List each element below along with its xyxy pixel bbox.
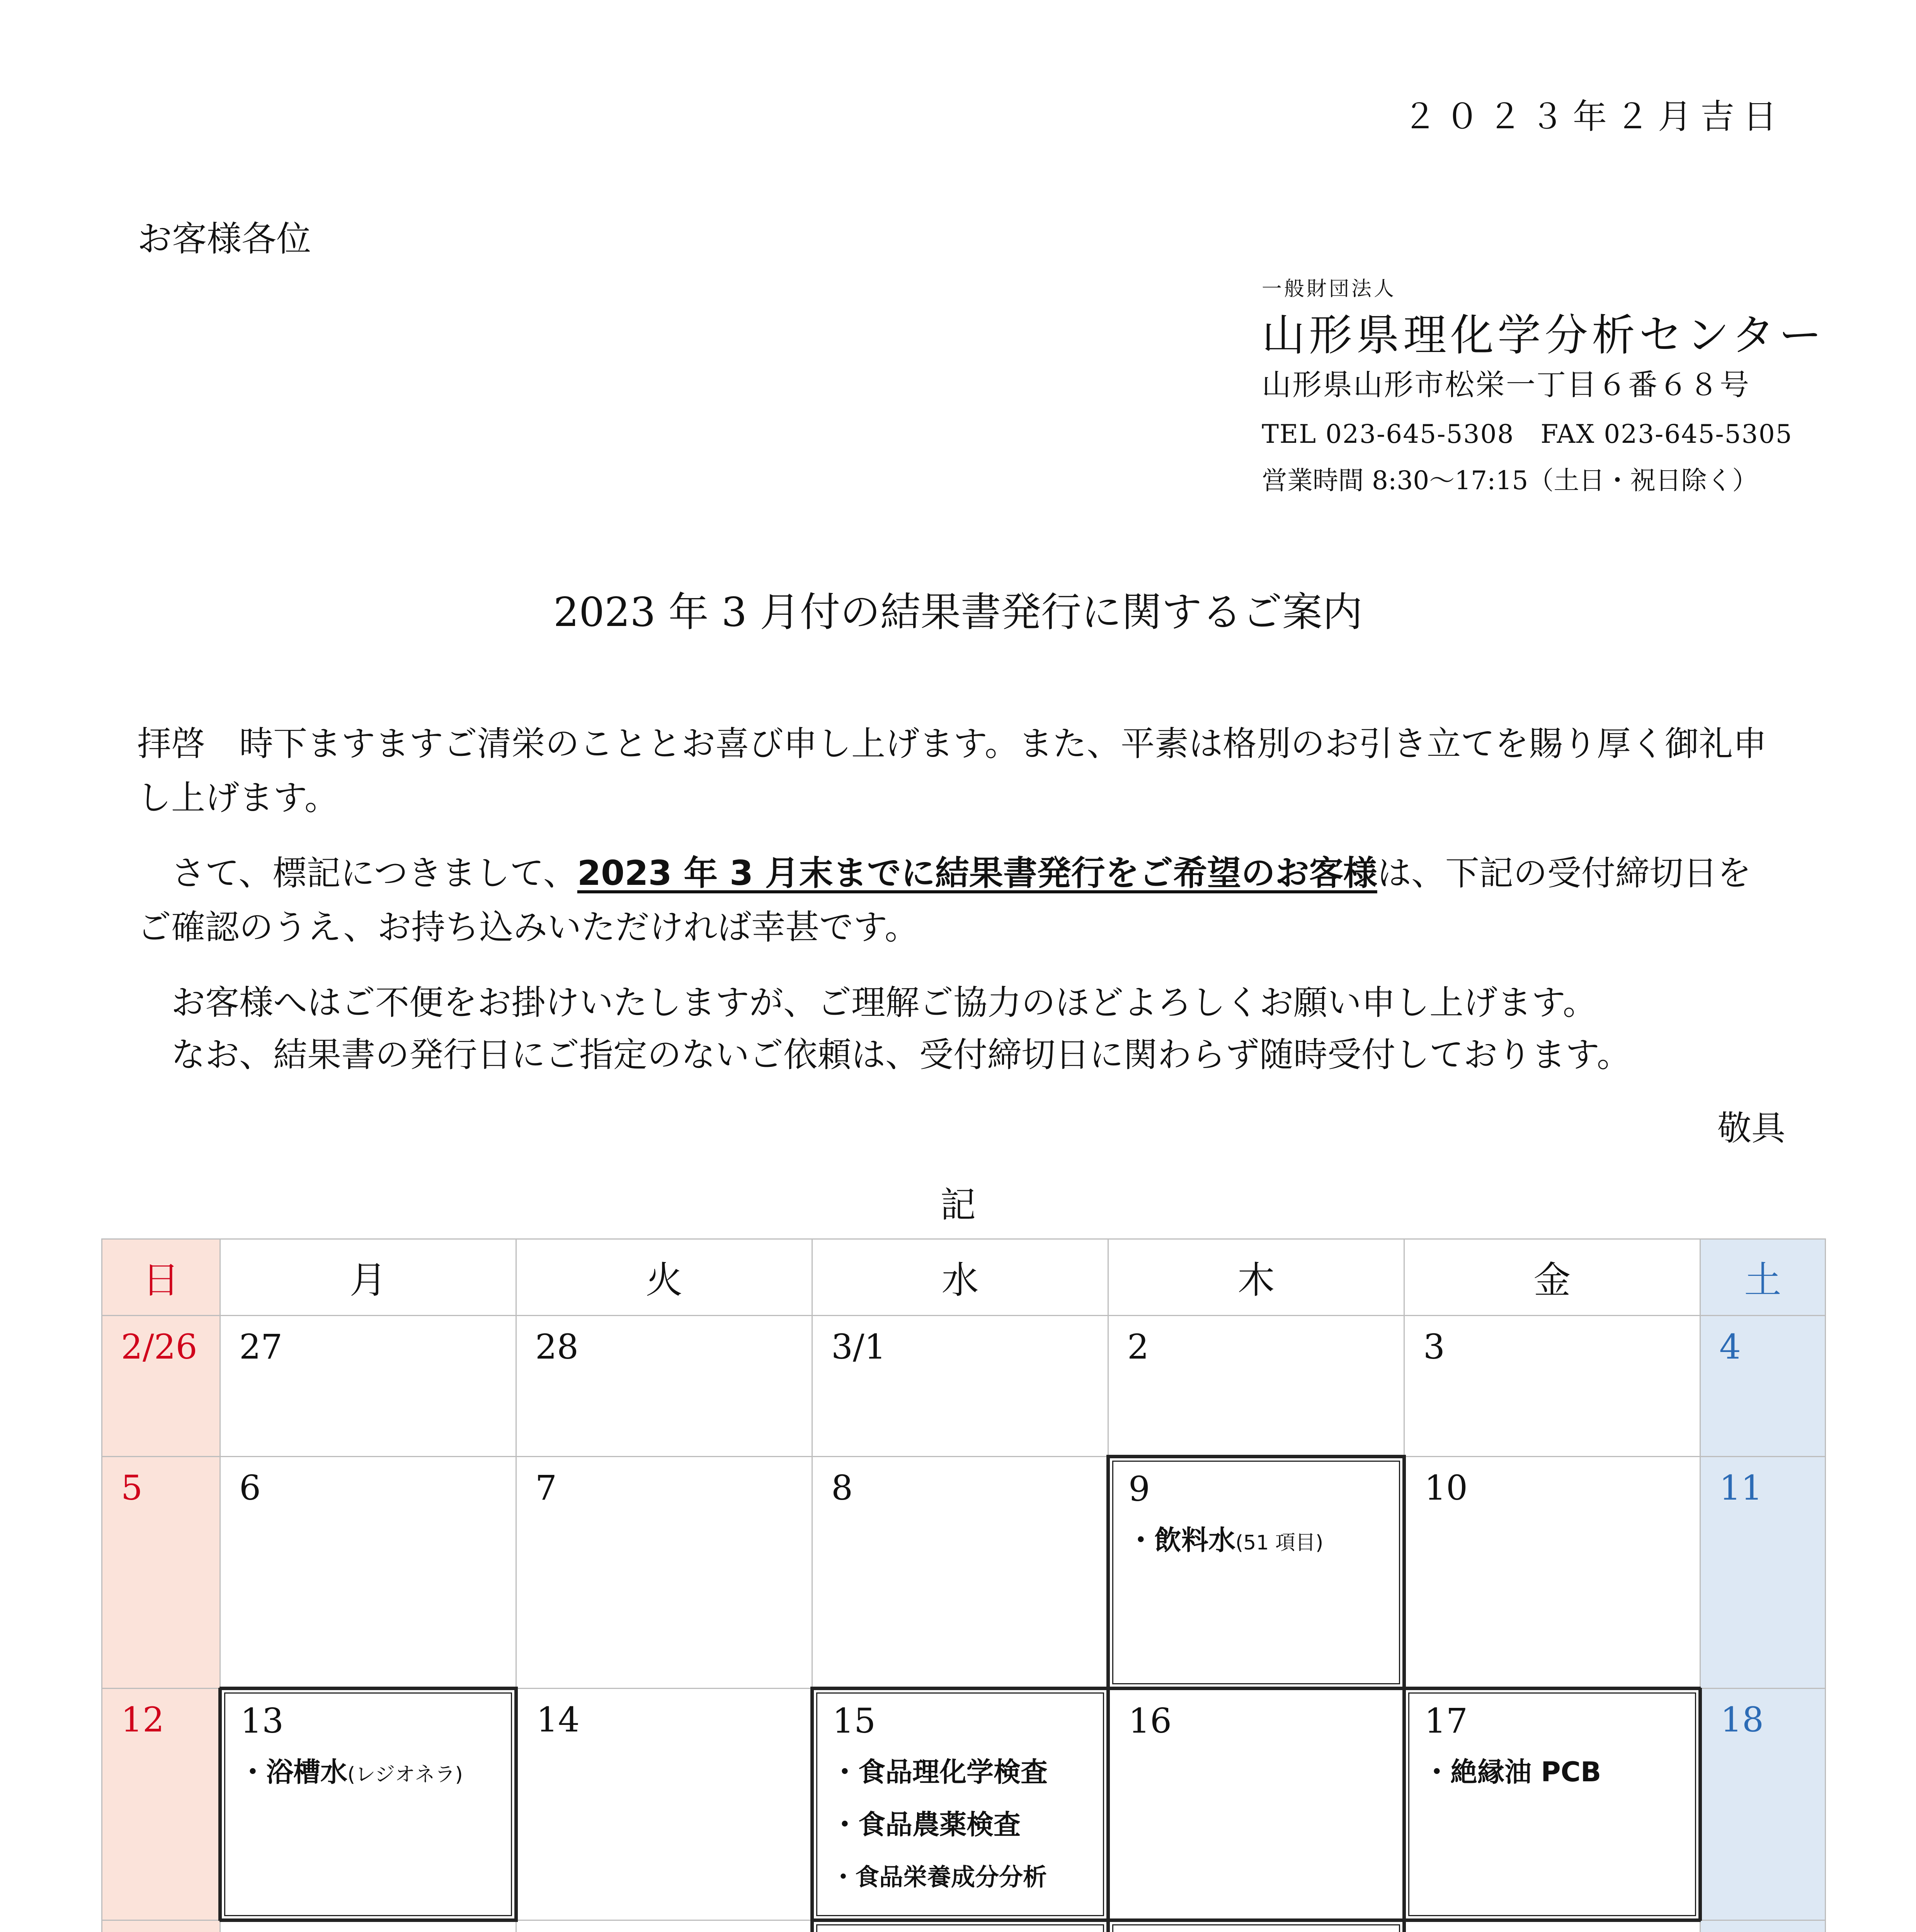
deadline-cell-mar15 <box>812 1689 1108 1920</box>
day-number: 17 <box>1424 1701 1468 1741</box>
calendar-week <box>102 1920 1826 1932</box>
day-number: 18 <box>1720 1700 1764 1740</box>
page-title: 2023 年 3 月付の結果書発行に関するご案内 <box>553 588 1363 636</box>
item-main: ・絶縁油 PCB <box>1423 1756 1601 1788</box>
deadline-item <box>831 1798 1106 1851</box>
note-paragraph: なお、結果書の発行日にご指定のないご依頼は、受付締切日に関わらず随時受付しております。 <box>137 1035 1631 1075</box>
day-number: 6 <box>239 1468 261 1508</box>
day-cell <box>1700 1920 1826 1932</box>
deadline-item <box>1127 1514 1402 1569</box>
weekday-mon: 月 <box>220 1239 516 1316</box>
day-cell <box>1108 1689 1404 1920</box>
calendar-week <box>102 1316 1826 1457</box>
day-number: 2 <box>1127 1327 1149 1367</box>
day-cell <box>516 1457 812 1689</box>
deadline-item <box>1423 1746 1698 1798</box>
deadline-item <box>831 1851 1106 1903</box>
day-cell <box>102 1457 220 1689</box>
weekday-sun: 日 <box>102 1239 220 1316</box>
org-tel: TEL 023-645-5308 FAX 023-645-5305 <box>1262 419 1793 449</box>
day-cell <box>1404 1457 1700 1689</box>
deadline-cell-mar23 <box>1108 1920 1404 1932</box>
day-number: 3/1 <box>831 1327 886 1367</box>
day-cell <box>1404 1920 1700 1932</box>
day-number: 4 <box>1719 1327 1741 1367</box>
day-cell <box>516 1316 812 1457</box>
weekday-fri: 金 <box>1404 1239 1700 1316</box>
day-cell <box>812 1316 1108 1457</box>
item-main: ・食品栄養成分分析 <box>831 1863 1047 1891</box>
deadline-item <box>239 1746 514 1801</box>
day-number: 10 <box>1424 1468 1468 1508</box>
day-cell <box>1700 1316 1826 1457</box>
org-type: 一般財団法人 <box>1262 277 1397 301</box>
day-number: 16 <box>1128 1701 1172 1741</box>
day-number: 14 <box>536 1700 580 1740</box>
item-sub: (レジオネラ) <box>347 1763 463 1786</box>
day-cell <box>220 1920 516 1932</box>
deadline-cell-mar9 <box>1108 1457 1404 1689</box>
ki-heading: 記 <box>940 1184 976 1226</box>
day-cell <box>102 1920 220 1932</box>
org-name: 山形県理化学分析センター <box>1262 310 1826 361</box>
day-cell <box>1700 1689 1826 1920</box>
day-cell <box>516 1689 812 1920</box>
day-number: 7 <box>535 1468 557 1508</box>
day-cell <box>102 1316 220 1457</box>
closing: 敬具 <box>1717 1108 1785 1148</box>
org-address: 山形県山形市松栄一丁目６番６８号 <box>1262 367 1750 402</box>
issue-date: ２０２３年２月吉日 <box>1402 97 1785 136</box>
request-highlight: 2023 年 3 月末までに結果書発行をご希望のお客様 <box>577 853 1377 893</box>
recipient: お客様各位 <box>137 219 311 259</box>
day-cell <box>812 1457 1108 1689</box>
item-sub: (51 項目) <box>1235 1531 1324 1554</box>
day-number: 15 <box>832 1701 876 1741</box>
request-text-after: は、下記の受付締切日をご確認のうえ、お持ち込みいただければ幸甚です。 <box>137 853 1751 947</box>
day-cell <box>220 1457 516 1689</box>
day-cell <box>1404 1316 1700 1457</box>
apology-paragraph: お客様へはご不便をお掛けいたしますが、ご理解ご協力のほどよろしくお願い申し上げます。 <box>137 983 1597 1022</box>
day-number: 11 <box>1719 1468 1763 1508</box>
item-main: ・食品理化学検査 <box>831 1756 1048 1788</box>
item-main: ・浴槽水 <box>239 1756 347 1788</box>
day-number: 12 <box>121 1700 164 1740</box>
item-main: ・飲料水 <box>1127 1524 1235 1556</box>
day-cell <box>102 1689 220 1920</box>
deadline-calendar <box>101 1238 1826 1932</box>
day-number: 28 <box>535 1327 579 1367</box>
greeting-paragraph: 拝啓 時下ますますご清栄のこととお喜び申し上げます。また、平素は格別のお引き立てを賜り厚く御礼申し上げます。 <box>137 724 1767 818</box>
day-cell <box>1108 1316 1404 1457</box>
day-number: 5 <box>121 1468 143 1508</box>
weekday-sat: 土 <box>1700 1239 1826 1316</box>
request-text-before: さて、標記につきまして、 <box>137 853 577 893</box>
org-hours: 営業時間 8:30～17:15（土日・祝日除く） <box>1262 466 1758 495</box>
item-main: ・食品農薬検査 <box>831 1809 1021 1840</box>
day-cell <box>220 1316 516 1457</box>
calendar-week <box>102 1457 1826 1689</box>
deadline-cell-mar17 <box>1404 1689 1700 1920</box>
deadline-cell-mar22 <box>812 1920 1108 1932</box>
deadline-cell-mar13 <box>220 1689 516 1920</box>
day-cell <box>516 1920 812 1932</box>
day-cell <box>1700 1457 1826 1689</box>
deadline-item <box>831 1746 1106 1798</box>
weekday-wed: 水 <box>812 1239 1108 1316</box>
calendar-header-row <box>102 1239 1826 1316</box>
day-number: 2/26 <box>121 1327 197 1367</box>
weekday-tue: 火 <box>516 1239 812 1316</box>
calendar-week <box>102 1689 1826 1920</box>
request-paragraph <box>137 846 1780 954</box>
day-number: 9 <box>1128 1469 1150 1509</box>
day-number: 13 <box>240 1701 284 1741</box>
day-number: 27 <box>239 1327 282 1367</box>
day-number: 3 <box>1423 1327 1445 1367</box>
day-number: 8 <box>831 1468 853 1508</box>
weekday-thu: 木 <box>1108 1239 1404 1316</box>
